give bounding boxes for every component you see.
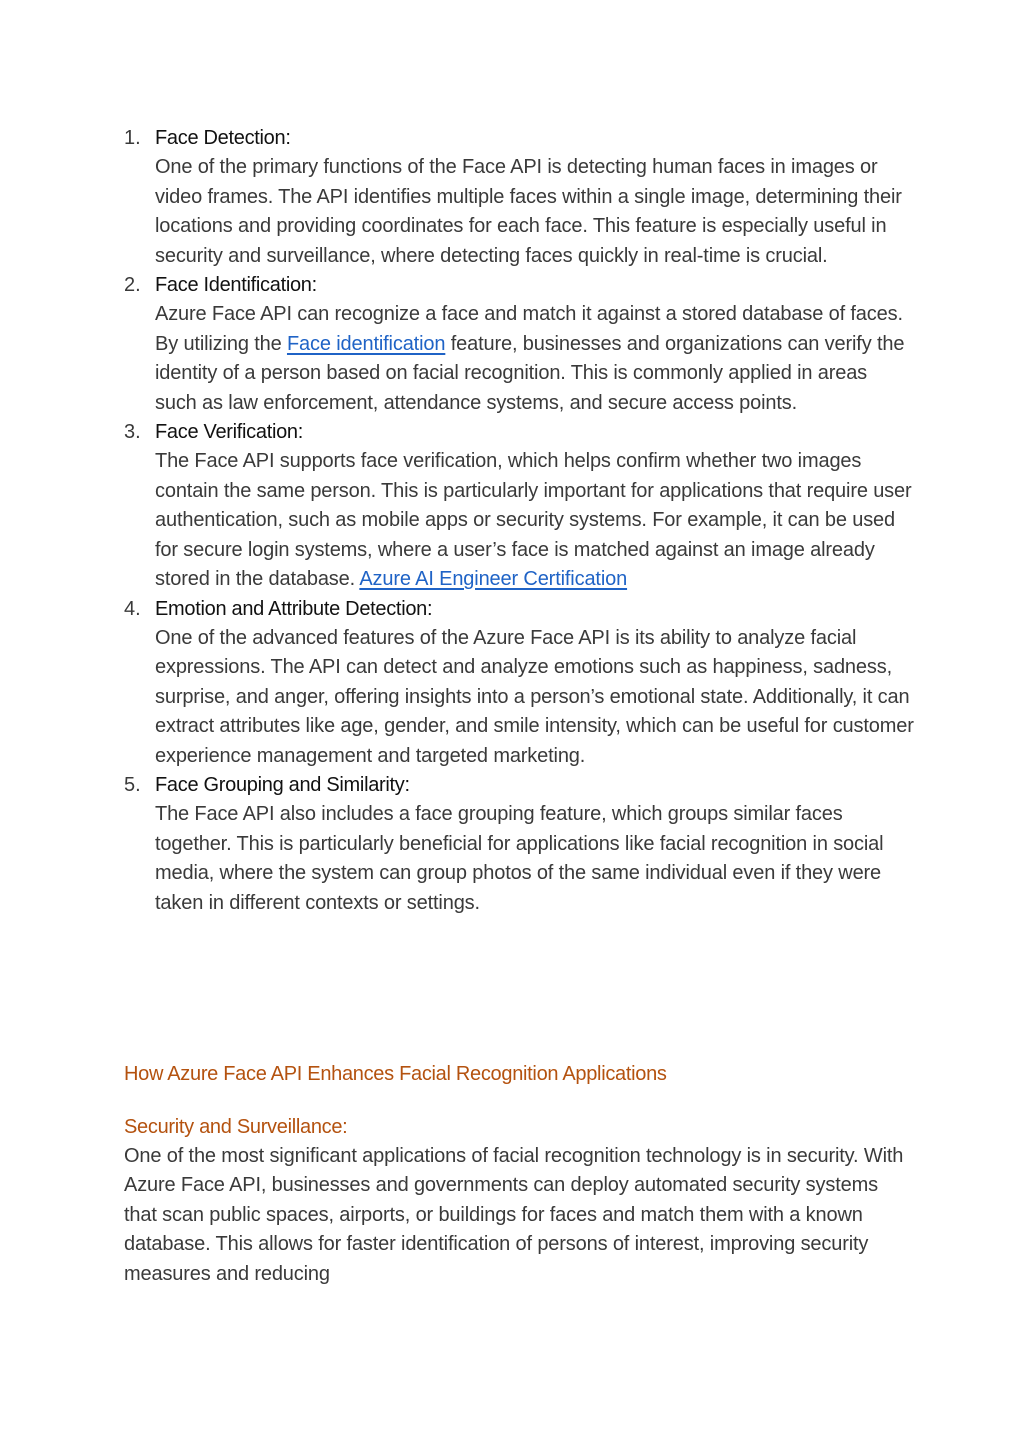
heading-colon: : [426,597,433,620]
heading-colon: : [311,274,317,297]
heading-text: Face Verification [155,421,298,444]
list-item-text: The Face API also includes a face grouping feature, which groups similar faces together. This is particularly beneficial for applications like facial recognition in social media, where the system can group photos of the same individual even if they were taken in different contexts or settings. [155,803,884,914]
heading-text: Face Grouping and Similarity [155,773,405,796]
features-list [124,124,914,918]
list-item-text: One of the primary functions of the Face API is detecting human faces in images or video frames. The API identifies multiple faces within a single image, determining their locations and providing coordinates for each face. This feature is especially useful in security and surveillance, where detecting faces quickly in real-time is crucial. [155,156,902,267]
list-item [124,418,914,594]
list-item-body [155,771,914,918]
list-item-text [155,447,914,594]
heading-text: Face Identification [155,274,312,297]
list-item [124,595,914,771]
azure-ai-engineer-certification-link[interactable]: Azure AI Engineer Certification [359,568,628,591]
heading-text: Face Detection [155,127,286,149]
list-item-heading [155,418,914,447]
face-identification-link[interactable]: Face identification [286,332,446,355]
list-item-text: One of the advanced features of the Azure Face API is its ability to analyze facial expressions. The API can detect and analyze emotions such as happiness, sadness, surprise, and anger, offering insights into a person’s emotional state. Additionally, it can extract attributes like age, gender, and smile intensity, which can be useful for customer experience management and targeted marketing. [155,626,914,767]
heading-colon: : [404,773,410,796]
text-after-link: feature, businesses and organizations can verify the identity of a person based on facial recognition. This is commonly applied in areas such as law enforcement, attendance systems, and secure access points. [155,332,905,414]
list-item-heading [155,771,914,800]
list-number: 4. [124,597,141,620]
list-number: 5. [124,773,141,796]
heading-text: Emotion and Attribute Detection [155,597,427,620]
heading-colon: : [285,127,291,149]
list-item-heading [155,595,914,624]
section-heading: How Azure Face API Enhances Facial Recognition Applications [124,1063,667,1085]
body-paragraph: One of the most significant applications of facial recognition technology is in security. With Azure Face API, businesses and governments can deploy automated security systems that scan public spaces, airports, or buildings for faces and match them with a known database. This allows for faster identification of persons of interest, improving security measures and reducing [124,1145,904,1285]
list-number: 1. [124,127,141,149]
list-item-heading [155,124,914,153]
sub-heading: Security and Surveillance: [124,1116,348,1138]
list-item-text [155,300,914,418]
text-before-link: The Face API supports face verification, which helps confirm whether two images contain the same person. This is particularly important for applications that require user authentication, such as mobile apps or security systems. For example, it can be used for secure login systems, where a user’s face is matched against an image already stored in the database. [155,450,912,591]
text-before-link: Azure Face API can recognize a face and match it against a stored database of faces. By utilizing the [155,303,903,355]
list-item-heading [155,271,914,300]
list-item-body [155,595,914,771]
list-item-body [155,418,914,594]
heading-colon: : [297,421,304,444]
list-item [124,271,914,418]
list-number: 3. [124,421,141,444]
list-item [124,771,914,918]
list-number: 2. [124,274,141,297]
list-item-body [155,124,914,271]
list-item [124,124,914,271]
list-item-body [155,271,914,418]
